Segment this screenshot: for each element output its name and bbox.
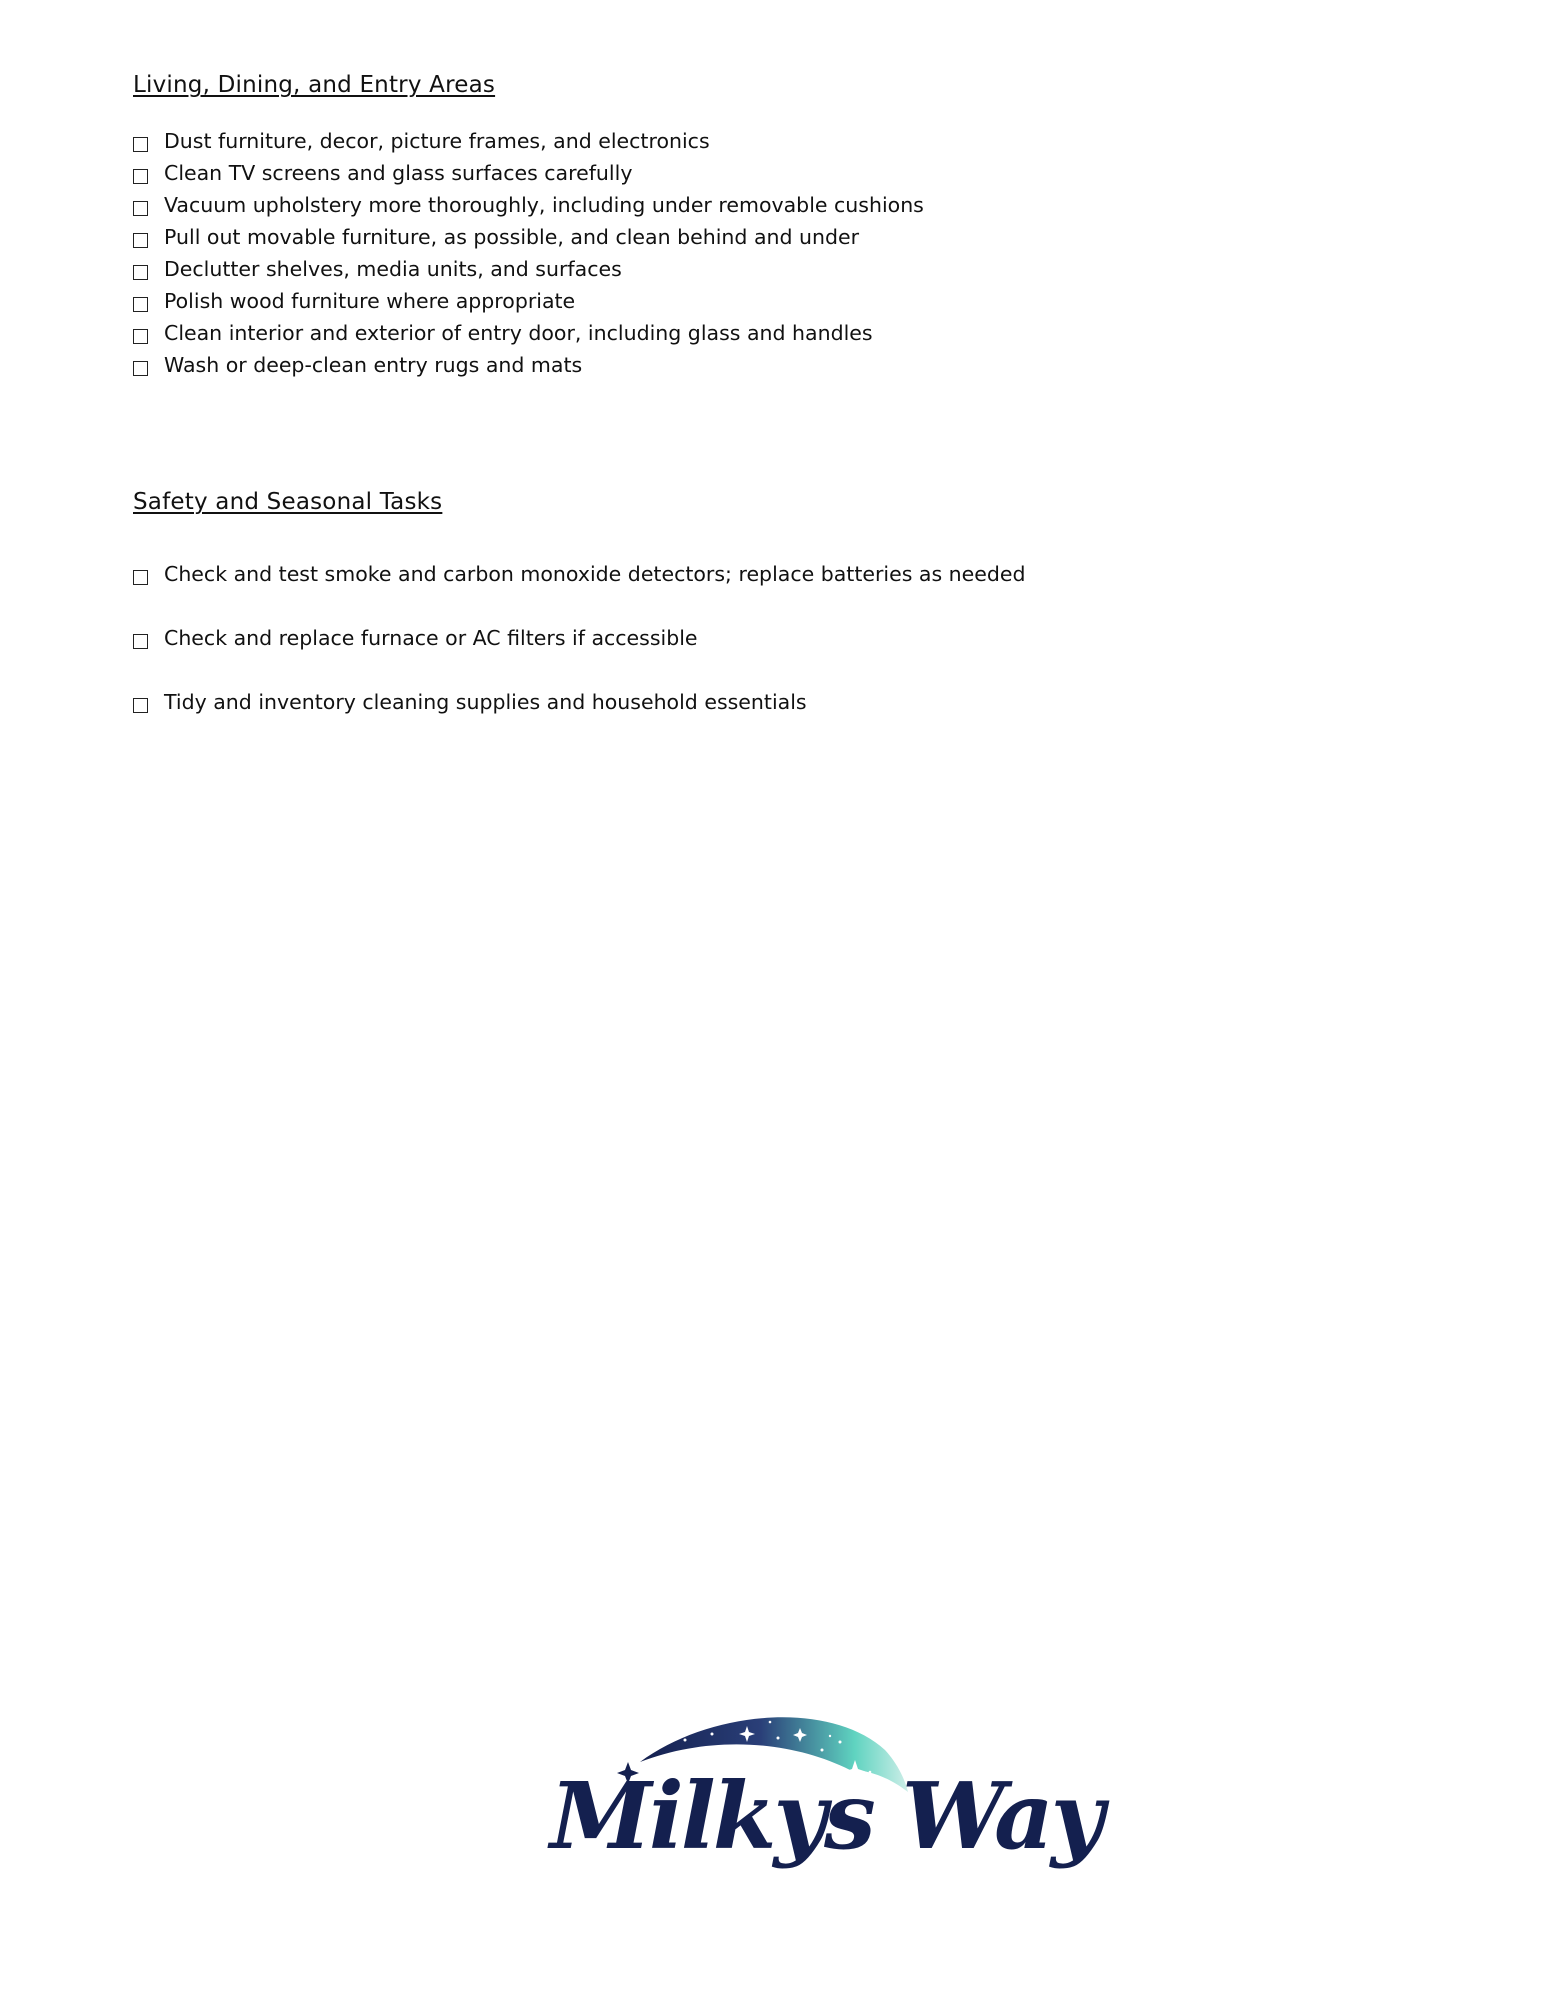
checkbox-icon[interactable] — [133, 265, 148, 280]
checkbox-icon[interactable] — [133, 329, 148, 344]
checklist — [133, 542, 1026, 734]
checkbox-icon[interactable] — [133, 233, 148, 248]
item-label: Clean TV screens and glass surfaces carefully — [164, 161, 633, 185]
checklist-item — [133, 253, 924, 285]
item-label: Check and test smoke and carbon monoxide detectors; replace batteries as needed — [164, 562, 1026, 586]
milkys-way-logo — [540, 1690, 1102, 1890]
section-living-dining-entry — [133, 72, 924, 381]
section-safety-seasonal — [133, 489, 1026, 734]
item-label: Wash or deep-clean entry rugs and mats — [164, 353, 583, 377]
checklist-item — [133, 606, 1026, 670]
checklist-item — [133, 317, 924, 349]
checklist-item — [133, 157, 924, 189]
checklist-item — [133, 285, 924, 317]
logo-wordmark: Milkys Way — [550, 1762, 1102, 1870]
checklist-item — [133, 221, 924, 253]
checkbox-icon[interactable] — [133, 570, 148, 585]
checklist-item — [133, 349, 924, 381]
checkbox-icon[interactable] — [133, 137, 148, 152]
item-label: Polish wood furniture where appropriate — [164, 289, 576, 313]
item-label: Declutter shelves, media units, and surfaces — [164, 257, 622, 281]
item-label: Check and replace furnace or AC filters if accessible — [164, 626, 698, 650]
checkbox-icon[interactable] — [133, 361, 148, 376]
checkbox-icon[interactable] — [133, 698, 148, 713]
item-label: Vacuum upholstery more thoroughly, including under removable cushions — [164, 193, 924, 217]
item-label: Tidy and inventory cleaning supplies and household essentials — [164, 690, 807, 714]
checklist-item — [133, 670, 1026, 734]
checkbox-icon[interactable] — [133, 297, 148, 312]
section-heading: Living, Dining, and Entry Areas — [133, 72, 496, 98]
checkbox-icon[interactable] — [133, 201, 148, 216]
checkbox-icon[interactable] — [133, 634, 148, 649]
item-label: Dust furniture, decor, picture frames, and electronics — [164, 129, 710, 153]
checklist-item — [133, 125, 924, 157]
checkbox-icon[interactable] — [133, 169, 148, 184]
checklist — [133, 125, 924, 381]
item-label: Pull out movable furniture, as possible, and clean behind and under — [164, 225, 860, 249]
checklist-item — [133, 189, 924, 221]
section-heading: Safety and Seasonal Tasks — [133, 489, 443, 515]
item-label: Clean interior and exterior of entry door, including glass and handles — [164, 321, 873, 345]
checklist-item — [133, 542, 1026, 606]
